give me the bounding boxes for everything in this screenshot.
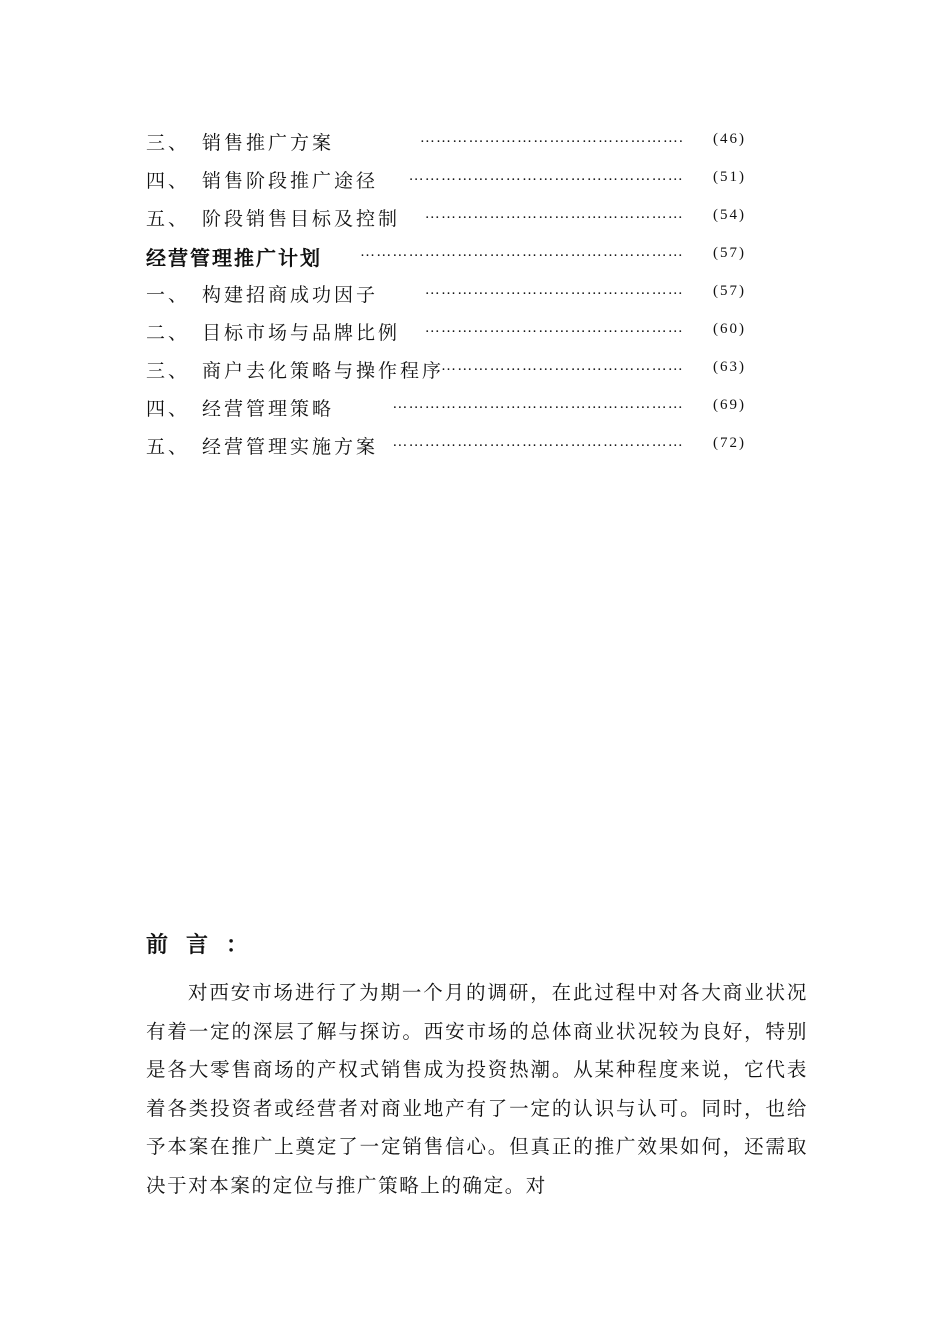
toc-entry[interactable] <box>146 390 746 428</box>
toc-leader-dots: …………………………………………………… <box>360 244 684 260</box>
toc-entry-number: 三、 <box>146 132 191 154</box>
toc-leader-dots: …………………………………………. <box>419 130 684 146</box>
toc-entry-title: 销售推广方案 <box>202 132 335 154</box>
toc-entry[interactable] <box>146 162 746 200</box>
toc-leader-dots: ………………………………………… <box>424 206 684 222</box>
toc-entry[interactable] <box>146 200 746 238</box>
toc-leader-dots: ……………………………………………… <box>392 434 684 450</box>
toc-entry[interactable] <box>146 124 746 162</box>
preface-body-text: 对西安市场进行了为期一个月的调研，在此过程中对各大商业状况有着一定的深层了解与探访。西安市场的总体商业状况较为良好，特别是各大零售商场的产权式销售成为投资热潮。从某种程度来说，它代表着各类投资者或经营者对商业地产有了一定的认识与认可。同时，也给予本案在推广上奠定了一定销售信心。但真正的推广效果如何，还需取决于对本案的定位与推广策略上的确定。对 <box>146 981 808 1197</box>
toc-entry-title: 销售阶段推广途径 <box>202 170 379 192</box>
table-of-contents <box>146 124 746 466</box>
toc-entry[interactable] <box>146 352 746 390</box>
toc-entry-title: 经营管理实施方案 <box>202 436 379 458</box>
toc-leader-dots: ……………………………………… <box>441 358 684 374</box>
toc-entry-page: (63) <box>713 359 746 375</box>
toc-entry-title: 经营管理策略 <box>202 398 335 420</box>
toc-entry-title: 构建招商成功因子 <box>202 284 379 306</box>
toc-entry-page: (57) <box>713 283 746 299</box>
toc-entry-page: (72) <box>713 435 746 451</box>
preface-heading: 前言： <box>146 933 267 958</box>
toc-entry[interactable] <box>146 314 746 352</box>
toc-entry[interactable] <box>146 276 746 314</box>
toc-leader-dots: ………………………………………… <box>424 320 684 336</box>
toc-leader-dots: ………………………………………… <box>424 282 684 298</box>
toc-leader-dots: …………………………………………… <box>408 168 684 184</box>
toc-entry-number: 一、 <box>146 284 191 306</box>
toc-entry-page: (46) <box>713 131 746 147</box>
toc-entry-number: 五、 <box>146 436 191 458</box>
toc-entry-page: (60) <box>713 321 746 337</box>
toc-entry-title: 阶段销售目标及控制 <box>202 208 401 230</box>
toc-entry-number: 四、 <box>146 170 191 192</box>
toc-section-title: 经营管理推广计划 <box>146 246 322 270</box>
toc-entry-number: 四、 <box>146 398 191 420</box>
toc-entry-number: 五、 <box>146 208 191 230</box>
toc-entry-title: 商户去化策略与操作程序 <box>202 360 445 382</box>
toc-entry-number: 三、 <box>146 360 191 382</box>
toc-entry-page: (51) <box>713 169 746 185</box>
toc-entry-page: (69) <box>713 397 746 413</box>
toc-entry-number: 二、 <box>146 322 191 344</box>
toc-entry-page: (54) <box>713 207 746 223</box>
toc-entry-title: 目标市场与品牌比例 <box>202 322 401 344</box>
toc-entry-page: (57) <box>713 245 746 261</box>
preface-section <box>146 928 808 1205</box>
toc-leader-dots: ……………………………………………… <box>392 396 684 412</box>
toc-entry[interactable] <box>146 428 746 466</box>
toc-section-heading[interactable] <box>146 238 746 276</box>
